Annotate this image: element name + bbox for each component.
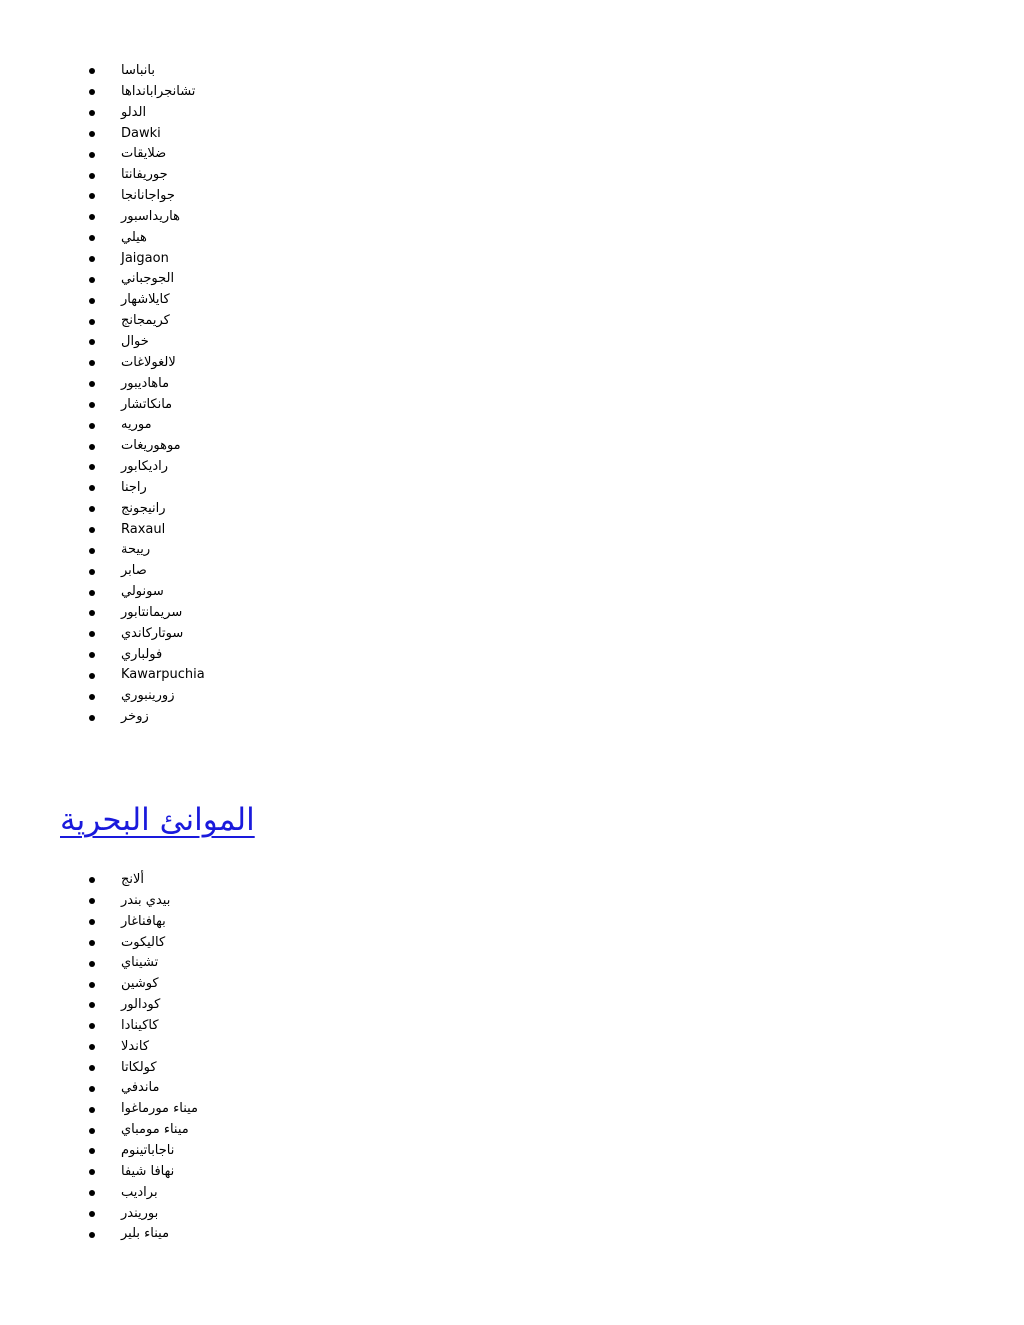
bullet-icon — [89, 1211, 95, 1217]
list-item-text: كودالور — [121, 997, 161, 1013]
bullet-icon — [89, 173, 95, 179]
bullet-icon — [89, 877, 95, 883]
seaports-heading-link[interactable]: الموانئ البحرية — [60, 802, 255, 838]
list-item-text: كاندلا — [121, 1038, 150, 1054]
bullet-icon — [89, 527, 95, 533]
list-item-text: نهافا شيفا — [121, 1163, 175, 1179]
list-item-text: زورينبوري — [121, 688, 175, 704]
bullet-icon — [89, 89, 95, 95]
list-item-text: صابر — [121, 563, 147, 579]
list-item-text: هيلي — [121, 229, 147, 245]
bullet-icon — [89, 1169, 95, 1175]
bullet-icon — [89, 919, 95, 925]
list-item-text: تشيناي — [121, 955, 159, 971]
bullet-icon — [89, 277, 95, 283]
list-item-text: جوريفانتا — [121, 167, 168, 183]
list-item-text: بوريندر — [121, 1205, 159, 1221]
list-item-text: كوشين — [121, 976, 159, 992]
list-item-text: ألانج — [121, 872, 145, 887]
bullet-icon — [89, 673, 95, 679]
list-item-text: ماندفي — [121, 1080, 160, 1096]
bullet-icon — [89, 961, 95, 967]
list-item-text: Raxaul — [121, 521, 166, 537]
bullet-icon — [89, 1107, 95, 1113]
bullet-icon — [89, 214, 95, 220]
bullet-icon — [89, 68, 95, 74]
list-item-text: كاكينادا — [121, 1017, 159, 1033]
bullet-icon — [89, 1086, 95, 1092]
bullet-icon — [89, 193, 95, 199]
bullet-icon — [89, 590, 95, 596]
list-item-text: كاليكوت — [121, 934, 166, 950]
list-item-text: فولباري — [121, 646, 163, 662]
list-item-text: موهوريغات — [121, 438, 181, 454]
list-item-text: زوخر — [121, 709, 149, 725]
bullet-icon — [89, 1232, 95, 1238]
bullet-icon — [89, 319, 95, 325]
list-item-text: لالغولاغات — [121, 354, 176, 370]
bullet-icon — [89, 982, 95, 988]
bullet-icon — [89, 464, 95, 470]
list-item-text: Jaigaon — [121, 250, 169, 266]
bullet-icon — [89, 898, 95, 904]
bullet-icon — [89, 548, 95, 554]
list-item-text: Dawki — [121, 125, 161, 141]
bullet-icon — [89, 631, 95, 637]
list-item-text: سوتاركاندي — [121, 625, 184, 641]
list-item-text: كايلاشهار — [121, 292, 170, 308]
list-item-text: Kawarpuchia — [121, 667, 205, 683]
list-item-text: مانكاتشار — [121, 396, 173, 412]
bullet-icon — [89, 381, 95, 387]
bullet-icon — [89, 152, 95, 158]
list-item-text: ميناء بلير — [121, 1226, 170, 1242]
bullet-icon — [89, 1044, 95, 1050]
bullet-icon — [89, 485, 95, 491]
list-item-text: سونولي — [121, 584, 164, 600]
bullet-icon — [89, 423, 95, 429]
list-item-text: تشانجرابانداها — [121, 83, 196, 99]
bullet-icon — [89, 256, 95, 262]
bullet-icon — [89, 569, 95, 575]
list-item-text: بيدي بندر — [121, 892, 171, 908]
bullet-icon — [89, 1190, 95, 1196]
bullet-icon — [89, 110, 95, 116]
bullet-icon — [89, 235, 95, 241]
list-item-text: رانيجونج — [121, 500, 166, 516]
list-item-text: الدلو — [121, 104, 147, 120]
bullet-icon — [89, 1023, 95, 1029]
bullet-icon — [89, 444, 95, 450]
bullet-icon — [89, 715, 95, 721]
list-item-text: ميناء مورماغوا — [121, 1101, 199, 1117]
bullet-icon — [89, 1002, 95, 1008]
bullet-icon — [89, 1065, 95, 1071]
list-item-text: بهافناغار — [121, 913, 166, 929]
list-item-text: راديكابور — [121, 459, 169, 475]
list-item-text: رييحة — [121, 542, 151, 558]
bullet-icon — [89, 610, 95, 616]
list-item-text: موريه — [121, 417, 152, 433]
bullet-icon — [89, 339, 95, 345]
list-item-text: ناجاباتينوم — [121, 1142, 175, 1158]
list-item-text: راجنا — [121, 479, 147, 495]
bullet-icon — [89, 298, 95, 304]
list-item-text: خوال — [121, 333, 149, 349]
bullet-icon — [89, 131, 95, 137]
list-item-text: جواجانانجا — [121, 188, 175, 204]
list-item-text: كريمجانج — [121, 313, 170, 329]
bullet-icon — [89, 694, 95, 700]
bullet-icon — [89, 402, 95, 408]
bullet-icon — [89, 360, 95, 366]
list-item-text: سريمانتابور — [121, 604, 183, 620]
bullet-icon — [89, 1128, 95, 1134]
bullet-icon — [89, 940, 95, 946]
list-item-text: ضلايقات — [121, 146, 167, 162]
list-item-text: الجوجباني — [121, 271, 175, 287]
list-item-text: بانباسا — [121, 63, 155, 78]
list-item-text: كولكاتا — [121, 1059, 157, 1075]
bullet-icon — [89, 652, 95, 658]
list-item-text: ماهاديبور — [121, 375, 170, 391]
list-item-text: ميناء مومباي — [121, 1122, 189, 1138]
bullet-icon — [89, 1148, 95, 1154]
list-item-text: براديب — [121, 1184, 158, 1200]
list-item-text: هاريداسبور — [121, 208, 180, 224]
bullet-icon — [89, 506, 95, 512]
